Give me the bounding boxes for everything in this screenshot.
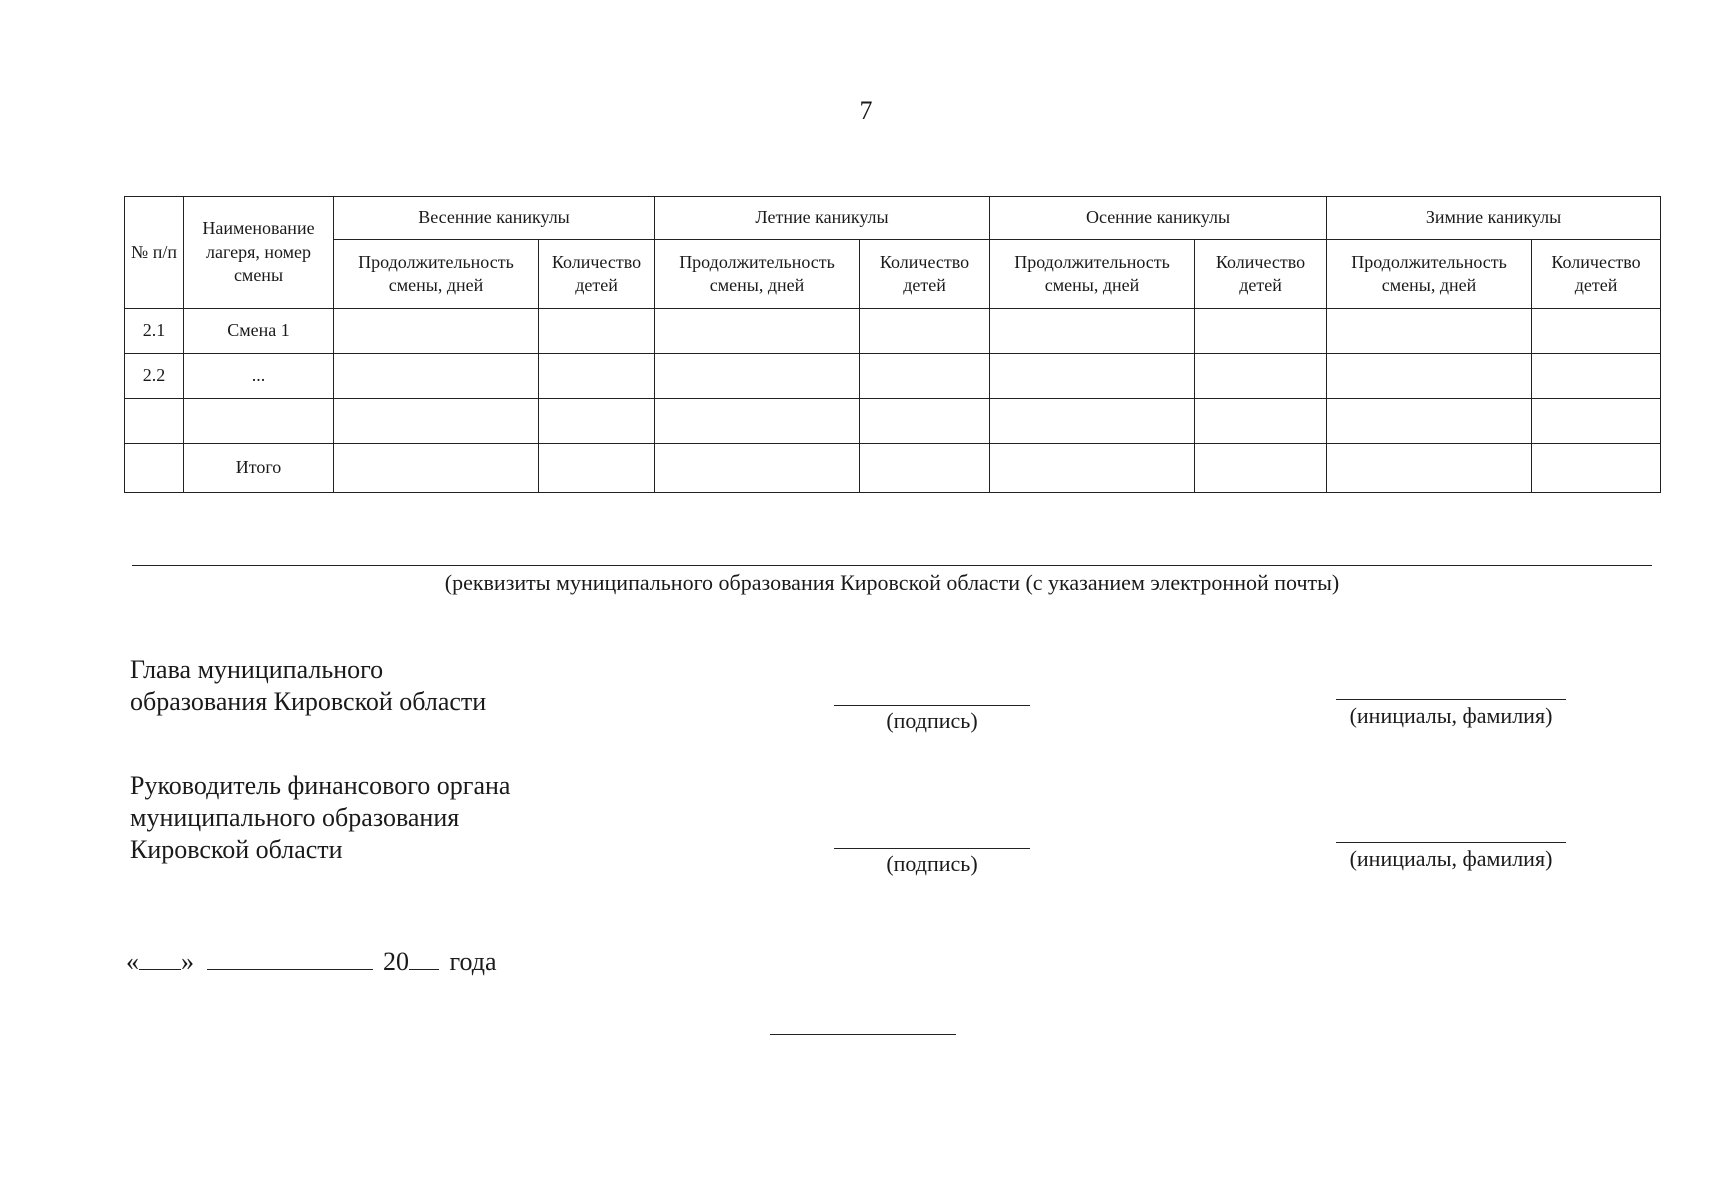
row-number: 2.1	[125, 309, 184, 354]
table-cell	[1327, 354, 1532, 399]
table-cell	[1327, 309, 1532, 354]
table-cell	[1327, 444, 1532, 493]
table-cell	[655, 354, 860, 399]
finance-signature-caption: (подпись)	[886, 851, 978, 876]
column-header-autumn: Осенние каникулы	[990, 197, 1327, 240]
table-cell	[860, 399, 990, 444]
table-cell	[334, 354, 539, 399]
table-cell	[1532, 354, 1661, 399]
head-signature-line	[834, 705, 1030, 706]
month-blank	[207, 945, 373, 970]
table-cell	[655, 309, 860, 354]
table-cell	[1532, 309, 1661, 354]
table-cell	[990, 354, 1195, 399]
subheader-summer-duration: Продолжительность смены, дней	[655, 240, 860, 309]
end-rule	[770, 1034, 956, 1035]
table-cell	[1327, 399, 1532, 444]
row-number: 2.2	[125, 354, 184, 399]
head-signature-caption: (подпись)	[886, 708, 978, 733]
page-number: 7	[859, 96, 873, 125]
table-cell	[539, 444, 655, 493]
subheader-spring-count: Количество детей	[539, 240, 655, 309]
day-blank	[139, 945, 181, 970]
table-row-total	[125, 444, 1661, 493]
head-title: Глава муниципального образования Кировской области	[130, 655, 487, 716]
table-cell	[655, 444, 860, 493]
row-number	[125, 399, 184, 444]
table-cell	[1532, 444, 1661, 493]
table-row	[125, 399, 1661, 444]
subheader-spring-duration: Продолжительность смены, дней	[334, 240, 539, 309]
subheader-autumn-count: Количество детей	[1195, 240, 1327, 309]
year-prefix: 20	[383, 947, 409, 976]
camps-table	[124, 196, 1661, 493]
date-open-quote: «	[126, 947, 139, 976]
table-cell	[1195, 309, 1327, 354]
column-header-winter: Зимние каникулы	[1327, 197, 1661, 240]
requisites-caption: (реквизиты муниципального образования Кировской области (с указанием электронной почты)	[444, 570, 1340, 595]
table-cell	[1532, 399, 1661, 444]
date-close-quote: »	[181, 947, 194, 976]
subheader-winter-count: Количество детей	[1532, 240, 1661, 309]
table-cell	[860, 309, 990, 354]
finance-name-line	[1336, 842, 1566, 843]
table-row	[125, 309, 1661, 354]
row-camp-name: ...	[184, 354, 334, 399]
column-header-spring: Весенние каникулы	[334, 197, 655, 240]
column-header-summer: Летние каникулы	[655, 197, 990, 240]
finance-signature-line	[834, 848, 1030, 849]
table-cell	[539, 399, 655, 444]
row-camp-name: Смена 1	[184, 309, 334, 354]
table-cell	[539, 309, 655, 354]
row-camp-name	[184, 399, 334, 444]
table-cell	[334, 309, 539, 354]
table-row	[125, 354, 1661, 399]
table-cell	[860, 444, 990, 493]
table-cell	[334, 444, 539, 493]
row-number	[125, 444, 184, 493]
table-cell	[990, 399, 1195, 444]
subheader-winter-duration: Продолжительность смены, дней	[1327, 240, 1532, 309]
table-cell	[1195, 444, 1327, 493]
row-camp-name-total: Итого	[184, 444, 334, 493]
head-name-caption: (инициалы, фамилия)	[1349, 703, 1553, 728]
finance-name-caption: (инициалы, фамилия)	[1349, 846, 1553, 871]
table-cell	[1195, 354, 1327, 399]
year-suffix: года	[449, 947, 497, 976]
table-cell	[334, 399, 539, 444]
subheader-summer-count: Количество детей	[860, 240, 990, 309]
table-cell	[539, 354, 655, 399]
table-cell	[990, 309, 1195, 354]
head-name-line	[1336, 699, 1566, 700]
table-cell	[1195, 399, 1327, 444]
column-header-number: № п/п	[125, 197, 184, 309]
table-cell	[990, 444, 1195, 493]
subheader-autumn-duration: Продолжительность смены, дней	[990, 240, 1195, 309]
table-cell	[655, 399, 860, 444]
table-cell	[860, 354, 990, 399]
year-blank	[409, 945, 439, 970]
date-line	[126, 945, 497, 977]
column-header-camp-name: Наименование лагеря, номер смены	[184, 197, 334, 309]
requisites-line	[132, 565, 1652, 566]
finance-head-title: Руководитель финансового органа муниципального образования Кировской области	[130, 771, 511, 864]
